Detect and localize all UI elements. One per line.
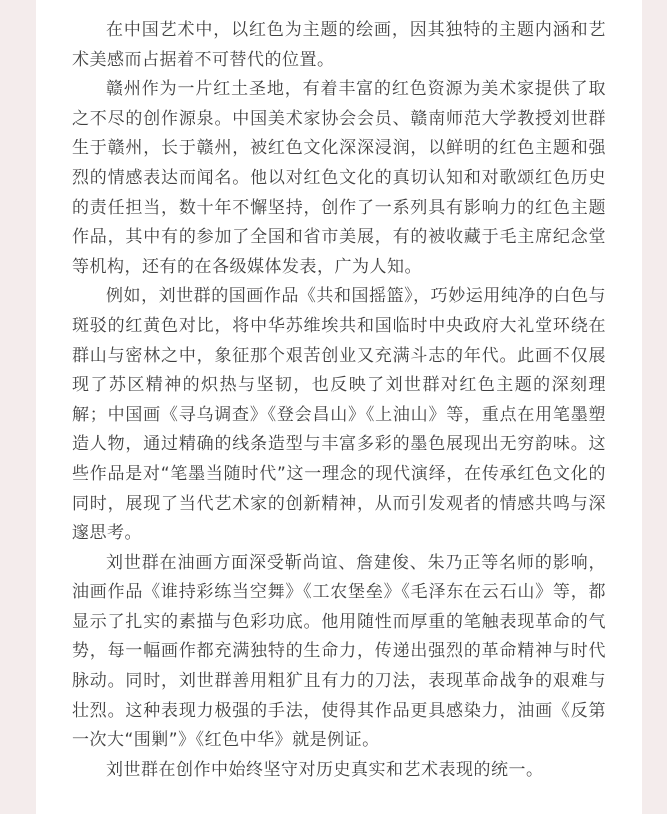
paragraph: 例如，刘世群的国画作品《共和国摇篮》，巧妙运用纯净的白色与斑驳的红黄色对比，将中华苏维埃共和国临时中央政府大礼堂环绕在群山与密林之中，象征那个艰苦创业又充满斗志的年代。此画不仅展现了苏区精神的炽热与坚韧，也反映了刘世群对红色主题的深刻理解；中国画《寻乌调查》《登会昌山》《上油山》等，重点在用笔墨塑造人物，通过精确的线条造型与丰富多彩的墨色展现出无穷韵味。这些作品是对“笔墨当随时代”这一理念的现代演绎，在传承红色文化的同时，展现了当代艺术家的创新精神，从而引发观者的情感共鸣与深邃思考。 <box>72 286 606 544</box>
article-body <box>36 0 642 814</box>
paragraph: 刘世群在油画方面深受靳尚谊、詹建俊、朱乃正等名师的影响，油画作品《谁持彩练当空舞》《工农堡垒》《毛泽东在云石山》等，都显示了扎实的素描与色彩功底。他用随性而厚重的笔触表现革命的气势，每一幅画作都充满独特的生命力，传递出强烈的革命精神与时代脉动。同时，刘世群善用粗犷且有力的刀法，表现革命战争的艰难与壮烈。这种表现力极强的手法，使得其作品更具感染力，油画《反第一次大“围剿”》《红色中华》就是例证。 <box>72 552 606 751</box>
paragraph: 赣州作为一片红土圣地，有着丰富的红色资源为美术家提供了取之不尽的创作源泉。中国美术家协会会员、赣南师范大学教授刘世群生于赣州，长于赣州，被红色文化深深浸润，以鲜明的红色主题和强烈的情感表达而闻名。他以对红色文化的真切认知和对歌颂红色历史的责任担当，数十年不懈坚持，创作了一系列具有影响力的红色主题作品，其中有的参加了全国和省市美展，有的被收藏于毛主席纪念堂等机构，还有的在各级媒体发表，广为人知。 <box>72 79 606 277</box>
paragraph: 在中国艺术中，以红色为主题的绘画，因其独特的主题内涵和艺术美感而占据着不可替代的位置。 <box>72 20 606 70</box>
paragraph: 刘世群在创作中始终坚守对历史真实和艺术表现的统一。 <box>106 759 544 780</box>
